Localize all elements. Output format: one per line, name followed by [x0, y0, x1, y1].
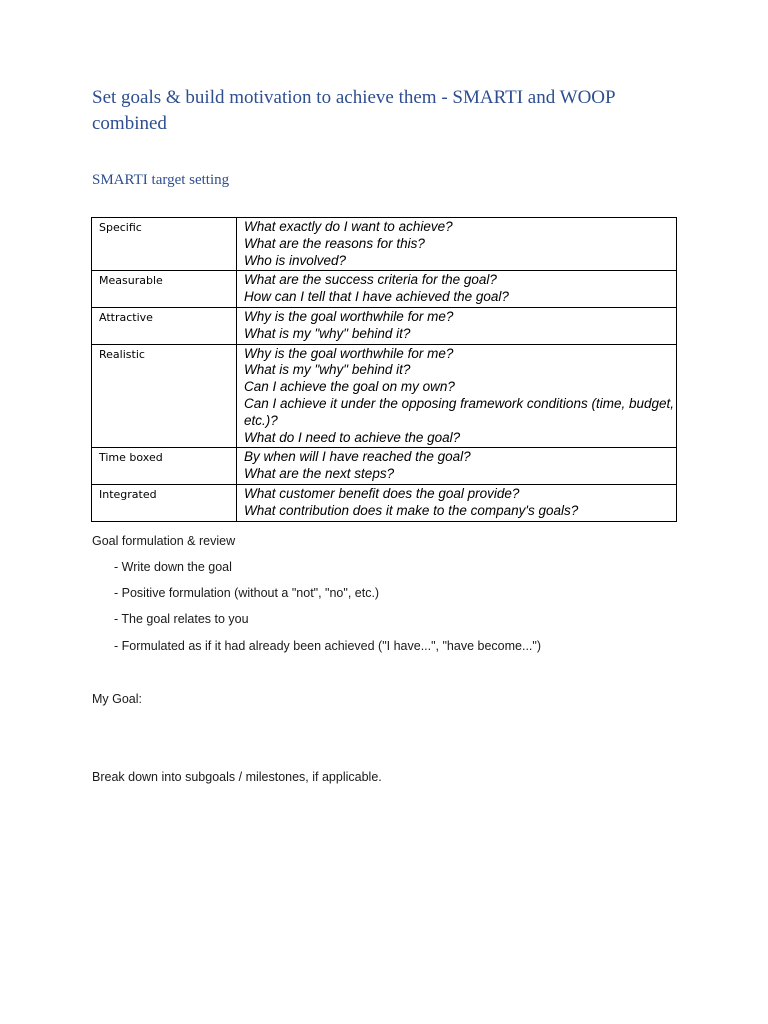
list-item: - Write down the goal [114, 560, 232, 574]
table-row [92, 344, 677, 448]
breakdown-label: Break down into subgoals / milestones, if applicable. [92, 770, 382, 784]
question-text: Why is the goal worthwhile for me? [244, 345, 454, 361]
goal-formulation-heading: Goal formulation & review [92, 534, 236, 548]
table-row [92, 271, 677, 308]
term-cell: Specific [92, 218, 237, 271]
question-text: Who is involved? [244, 252, 347, 268]
smarti-heading: SMARTI target setting [92, 172, 230, 188]
question-text: What are the success criteria for the goal? [244, 272, 497, 288]
questions-cell [237, 271, 677, 308]
questions-cell [237, 484, 677, 521]
questions-cell [237, 448, 677, 485]
question-text: What do I need to achieve the goal? [244, 429, 461, 445]
question-text: What exactly do I want to achieve? [244, 219, 453, 234]
question-text: Can I achieve the goal on my own? [244, 379, 455, 395]
question-text: What are the next steps? [244, 466, 395, 482]
my-goal-label: My Goal: [92, 692, 143, 706]
term-cell: Attractive [92, 307, 237, 344]
question-text: What contribution does it make to the company's goals? [244, 502, 579, 518]
question-text: What are the reasons for this? [244, 235, 425, 251]
question-text: Can I achieve it under the opposing framework conditions (time, budget, etc.)? [244, 395, 674, 428]
table-row [92, 448, 677, 485]
list-item: - Formulated as if it had already been achieved ("I have...", "have become...") [114, 639, 541, 653]
term-cell: Measurable [92, 271, 237, 308]
question-text: What is my "why" behind it? [244, 325, 411, 341]
question-text: Why is the goal worthwhile for me? [244, 308, 454, 324]
term-cell: Integrated [92, 484, 237, 521]
list-item: - The goal relates to you [114, 612, 249, 626]
term-cell: Realistic [92, 344, 237, 448]
page-title: Set goals & build motivation to achieve them - SMARTI and WOOP combined [92, 87, 615, 134]
list-item: - Positive formulation (without a "not", "no", etc.) [114, 586, 380, 600]
table-row [92, 484, 677, 521]
question-text: By when will I have reached the goal? [244, 449, 471, 465]
smarti-table [91, 217, 677, 522]
table-row [92, 218, 677, 271]
question-text: What is my "why" behind it? [244, 362, 411, 378]
table-row [92, 307, 677, 344]
questions-cell [237, 344, 677, 448]
questions-cell [237, 218, 677, 271]
term-cell: Time boxed [92, 448, 237, 485]
questions-cell [237, 307, 677, 344]
question-text: What customer benefit does the goal provide? [244, 485, 520, 501]
question-text: How can I tell that I have achieved the goal? [244, 289, 509, 305]
